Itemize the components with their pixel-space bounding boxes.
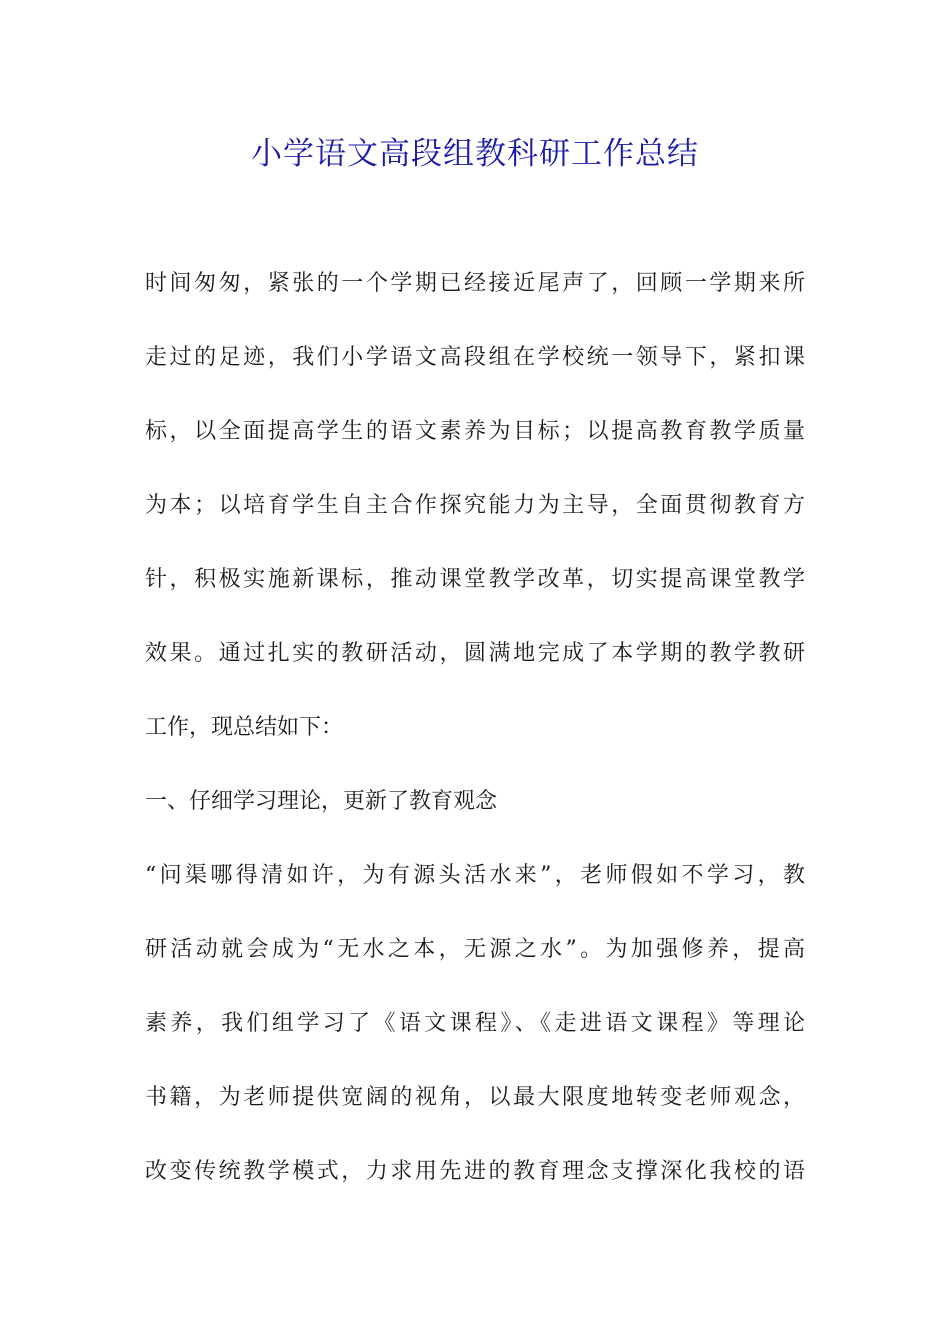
body-line: 为本；以培育学生自主合作探究能力为主导，全面贯彻教育方	[145, 493, 805, 518]
body-line: 效果。通过扎实的教研活动，圆满地完成了本学期的教学教研	[145, 641, 805, 666]
document-body	[145, 262, 805, 1224]
body-line: “问渠哪得清如许，为有源头活水来”，老师假如不学习，教	[145, 863, 805, 888]
body-line: 针，积极实施新课标，推动课堂教学改革，切实提高课堂教学	[145, 567, 805, 592]
body-line: 工作，现总结如下：	[145, 715, 344, 740]
body-line: 改变传统教学模式，力求用先进的教育理念支撑深化我校的语	[145, 1159, 805, 1184]
body-line: 标，以全面提高学生的语文素养为目标；以提高教育教学质量	[145, 419, 805, 444]
section-heading: 一、仔细学习理论，更新了教育观念	[145, 789, 498, 814]
body-line: 走过的足迹，我们小学语文高段组在学校统一领导下，紧扣课	[145, 345, 805, 370]
body-line: 时间匆匆，紧张的一个学期已经接近尾声了，回顾一学期来所	[145, 271, 805, 296]
document-title: 小学语文高段组教科研工作总结	[251, 136, 699, 172]
body-line: 素养，我们组学习了《语文课程》、《走进语文课程》等理论	[145, 1011, 805, 1036]
body-line: 研活动就会成为“无水之本，无源之水”。为加强修养，提高	[145, 937, 805, 962]
body-line: 书籍，为老师提供宽阔的视角，以最大限度地转变老师观念，	[145, 1085, 805, 1110]
